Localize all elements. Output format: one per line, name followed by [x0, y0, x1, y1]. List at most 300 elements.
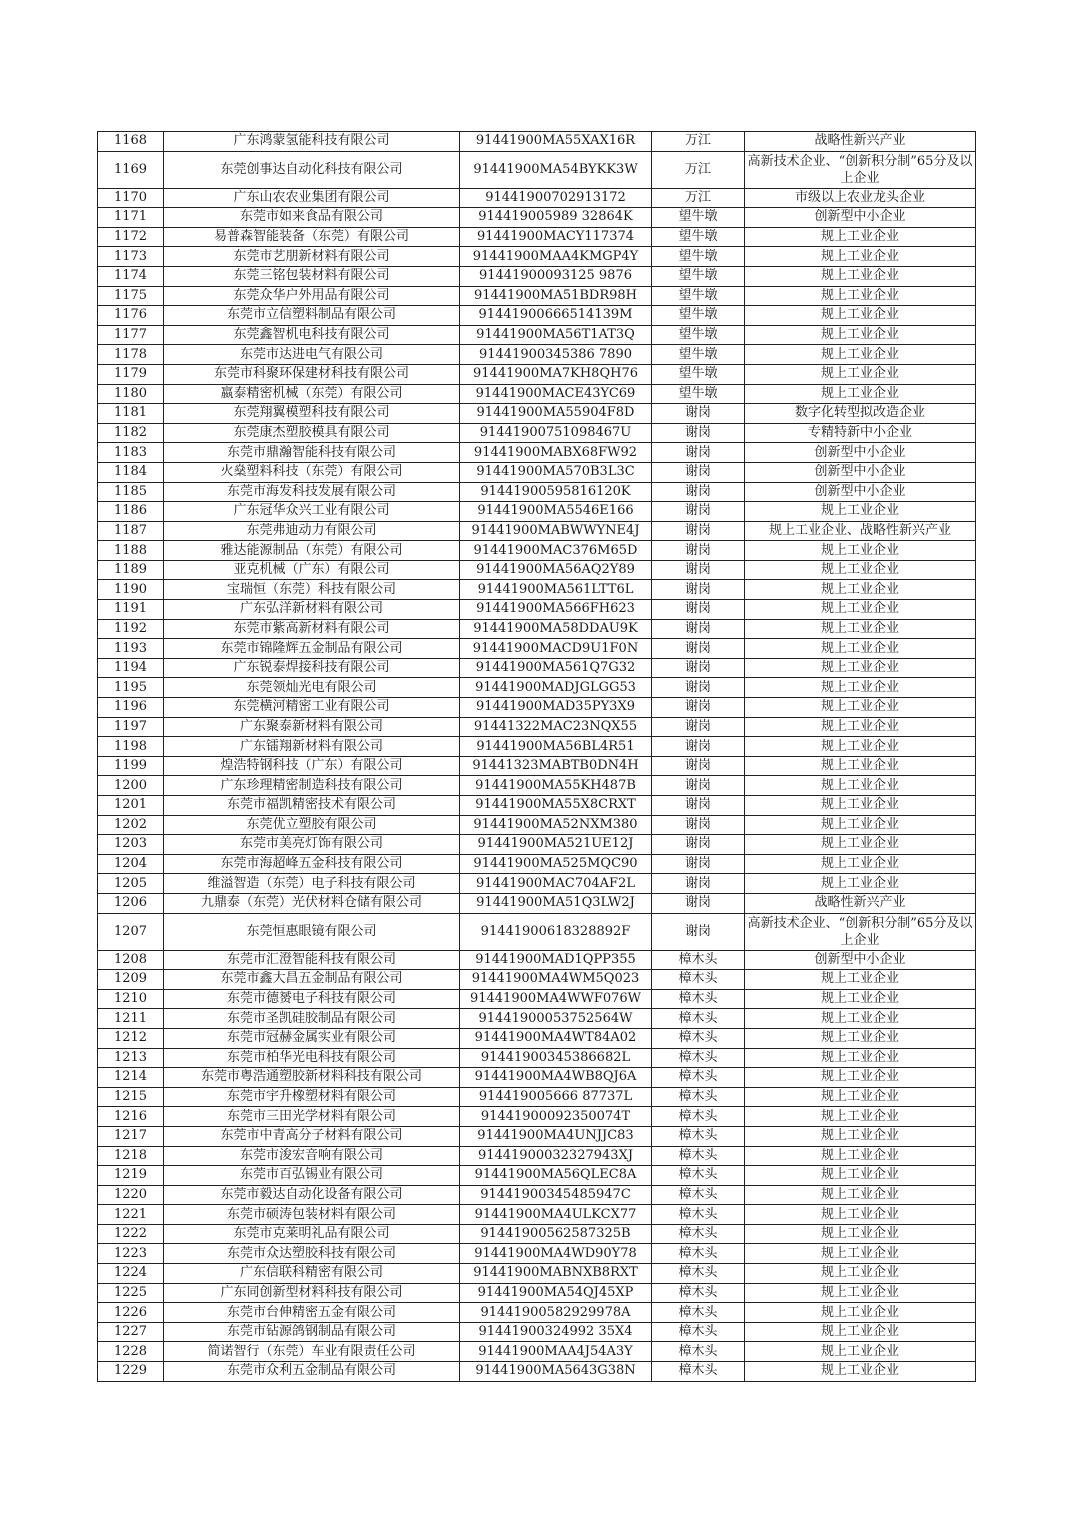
credit-code-cell: 91441900MA5546E166 — [460, 502, 652, 522]
credit-code-cell: 91441900093125 9876 — [460, 266, 652, 286]
table-row — [98, 306, 976, 326]
town-cell: 樟木头 — [652, 989, 745, 1009]
town-cell: 樟木头 — [652, 1126, 745, 1146]
credit-code-cell: 91441900562587325B — [460, 1224, 652, 1244]
table-row — [98, 1342, 976, 1362]
table-row — [98, 815, 976, 835]
row-number-cell: 1169 — [98, 151, 164, 188]
town-cell: 望牛墩 — [652, 306, 745, 326]
table-row — [98, 970, 976, 990]
row-number-cell: 1175 — [98, 286, 164, 306]
category-cell: 规上工业企业 — [745, 600, 976, 620]
row-number-cell: 1191 — [98, 600, 164, 620]
row-number-cell: 1220 — [98, 1185, 164, 1205]
table-row — [98, 208, 976, 228]
credit-code-cell: 91441900MA4ULKCX77 — [460, 1205, 652, 1225]
company-name-cell: 九鼎泰（东莞）光伏材料仓储有限公司 — [164, 893, 460, 913]
category-cell: 规上工业企业 — [745, 658, 976, 678]
row-number-cell: 1215 — [98, 1087, 164, 1107]
category-cell: 战略性新兴产业 — [745, 132, 976, 152]
company-name-cell: 嬴泰精密机械（东莞）有限公司 — [164, 384, 460, 404]
category-cell: 规上工业企业 — [745, 1146, 976, 1166]
category-cell: 创新型中小企业 — [745, 462, 976, 482]
row-number-cell: 1206 — [98, 893, 164, 913]
table-row — [98, 423, 976, 443]
row-number-cell: 1225 — [98, 1283, 164, 1303]
company-name-cell: 东莞市众利五金制品有限公司 — [164, 1362, 460, 1382]
table-row — [98, 1224, 976, 1244]
row-number-cell: 1183 — [98, 443, 164, 463]
credit-code-cell: 91441900MA55X8CRXT — [460, 796, 652, 816]
town-cell: 望牛墩 — [652, 384, 745, 404]
row-number-cell: 1187 — [98, 521, 164, 541]
company-name-cell: 广东聚泰新材料有限公司 — [164, 717, 460, 737]
company-name-cell: 东莞市如来食品有限公司 — [164, 208, 460, 228]
credit-code-cell: 91441900053752564W — [460, 1009, 652, 1029]
row-number-cell: 1207 — [98, 913, 164, 950]
category-cell: 规上工业企业 — [745, 266, 976, 286]
category-cell: 专精特新中小企业 — [745, 423, 976, 443]
row-number-cell: 1195 — [98, 678, 164, 698]
category-cell: 规上工业企业 — [745, 364, 976, 384]
enterprise-table — [97, 131, 976, 1382]
company-name-cell: 东莞市浚宏音响有限公司 — [164, 1146, 460, 1166]
table-row — [98, 1185, 976, 1205]
category-cell: 规上工业企业 — [745, 560, 976, 580]
table-row — [98, 345, 976, 365]
company-name-cell: 东莞鑫智机电科技有限公司 — [164, 325, 460, 345]
table-row — [98, 1283, 976, 1303]
category-cell: 规上工业企业 — [745, 1303, 976, 1323]
town-cell: 谢岗 — [652, 462, 745, 482]
credit-code-cell: 91441900MA55904F8D — [460, 404, 652, 424]
category-cell: 规上工业企业 — [745, 698, 976, 718]
table-row — [98, 989, 976, 1009]
category-cell: 规上工业企业 — [745, 835, 976, 855]
category-cell: 规上工业企业 — [745, 1322, 976, 1342]
credit-code-cell: 91441900MAD1QPP355 — [460, 950, 652, 970]
credit-code-cell: 91441900MA54BYKK3W — [460, 151, 652, 188]
row-number-cell: 1226 — [98, 1303, 164, 1323]
credit-code-cell: 91441900MA561LTT6L — [460, 580, 652, 600]
category-cell: 规上工业企业 — [745, 1342, 976, 1362]
company-name-cell: 东莞市德赟电子科技有限公司 — [164, 989, 460, 1009]
company-name-cell: 东莞市宇升橡塑材料有限公司 — [164, 1087, 460, 1107]
category-cell: 规上工业企业 — [745, 815, 976, 835]
town-cell: 樟木头 — [652, 1009, 745, 1029]
credit-code-cell: 91441900702913172 — [460, 188, 652, 208]
table-row — [98, 1146, 976, 1166]
company-name-cell: 易普森智能装备（东莞）有限公司 — [164, 227, 460, 247]
category-cell: 规上工业企业 — [745, 1283, 976, 1303]
table-row — [98, 1028, 976, 1048]
company-name-cell: 东莞市钻源鸽钢制品有限公司 — [164, 1322, 460, 1342]
company-name-cell: 东莞众华户外用品有限公司 — [164, 286, 460, 306]
row-number-cell: 1216 — [98, 1107, 164, 1127]
table-row — [98, 1205, 976, 1225]
company-name-cell: 东莞横河精密工业有限公司 — [164, 698, 460, 718]
row-number-cell: 1199 — [98, 756, 164, 776]
table-row — [98, 835, 976, 855]
town-cell: 樟木头 — [652, 1146, 745, 1166]
table-row — [98, 1322, 976, 1342]
company-name-cell: 广东同创新型材料科技有限公司 — [164, 1283, 460, 1303]
town-cell: 谢岗 — [652, 600, 745, 620]
company-name-cell: 东莞市海超峰五金科技有限公司 — [164, 854, 460, 874]
company-name-cell: 东莞市百弘锡业有限公司 — [164, 1166, 460, 1186]
table-row — [98, 521, 976, 541]
credit-code-cell: 91441900MA4WM5Q023 — [460, 970, 652, 990]
row-number-cell: 1186 — [98, 502, 164, 522]
table-row — [98, 188, 976, 208]
company-name-cell: 东莞市毅达自动化设备有限公司 — [164, 1185, 460, 1205]
credit-code-cell: 91441900MAC704AF2L — [460, 874, 652, 894]
category-cell: 规上工业企业 — [745, 247, 976, 267]
company-name-cell: 东莞市科聚环保建材科技有限公司 — [164, 364, 460, 384]
company-name-cell: 东莞三铭包装材料有限公司 — [164, 266, 460, 286]
town-cell: 樟木头 — [652, 1107, 745, 1127]
row-number-cell: 1168 — [98, 132, 164, 152]
credit-code-cell: 91441900MACE43YC69 — [460, 384, 652, 404]
credit-code-cell: 91441900MACD9U1F0N — [460, 639, 652, 659]
company-name-cell: 东莞市台伸精密五金有限公司 — [164, 1303, 460, 1323]
company-name-cell: 东莞市众达塑胶科技有限公司 — [164, 1244, 460, 1264]
credit-code-cell: 91441900618328892F — [460, 913, 652, 950]
row-number-cell: 1227 — [98, 1322, 164, 1342]
row-number-cell: 1219 — [98, 1166, 164, 1186]
company-name-cell: 东莞市圣凯硅胶制品有限公司 — [164, 1009, 460, 1029]
table-row — [98, 286, 976, 306]
credit-code-cell: 91441900324992 35X4 — [460, 1322, 652, 1342]
category-cell: 规上工业企业 — [745, 874, 976, 894]
credit-code-cell: 91441322MAC23NQX55 — [460, 717, 652, 737]
table-row — [98, 639, 976, 659]
row-number-cell: 1194 — [98, 658, 164, 678]
category-cell: 规上工业企业 — [745, 1362, 976, 1382]
category-cell: 规上工业企业 — [745, 1107, 976, 1127]
town-cell: 谢岗 — [652, 658, 745, 678]
credit-code-cell: 91441900MA56QLEC8A — [460, 1166, 652, 1186]
table-row — [98, 325, 976, 345]
credit-code-cell: 91441900582929978A — [460, 1303, 652, 1323]
category-cell: 规上工业企业 — [745, 1205, 976, 1225]
town-cell: 谢岗 — [652, 619, 745, 639]
credit-code-cell: 91441900MACY117374 — [460, 227, 652, 247]
row-number-cell: 1196 — [98, 698, 164, 718]
category-cell: 规上工业企业 — [745, 639, 976, 659]
credit-code-cell: 91441900MA521UE12J — [460, 835, 652, 855]
table-row — [98, 1166, 976, 1186]
credit-code-cell: 91441900MA58DDAU9K — [460, 619, 652, 639]
category-cell: 规上工业企业 — [745, 502, 976, 522]
credit-code-cell: 91441900MA570B3L3C — [460, 462, 652, 482]
company-name-cell: 广东弘洋新材料有限公司 — [164, 600, 460, 620]
row-number-cell: 1212 — [98, 1028, 164, 1048]
town-cell: 谢岗 — [652, 796, 745, 816]
row-number-cell: 1177 — [98, 325, 164, 345]
town-cell: 望牛墩 — [652, 345, 745, 365]
credit-code-cell: 91441900MABNXB8RXT — [460, 1264, 652, 1284]
company-name-cell: 东莞市立信塑料制品有限公司 — [164, 306, 460, 326]
table-row — [98, 776, 976, 796]
category-cell: 规上工业企业 — [745, 776, 976, 796]
table-row — [98, 482, 976, 502]
company-name-cell: 广东镭翔新材料有限公司 — [164, 737, 460, 757]
company-name-cell: 简诺智行（东莞）车业有限责任公司 — [164, 1342, 460, 1362]
table-row — [98, 132, 976, 152]
category-cell: 规上工业企业 — [745, 756, 976, 776]
row-number-cell: 1188 — [98, 541, 164, 561]
row-number-cell: 1222 — [98, 1224, 164, 1244]
table-row — [98, 1087, 976, 1107]
row-number-cell: 1172 — [98, 227, 164, 247]
table-row — [98, 950, 976, 970]
row-number-cell: 1176 — [98, 306, 164, 326]
credit-code-cell: 91441900MABWWYNE4J — [460, 521, 652, 541]
town-cell: 望牛墩 — [652, 325, 745, 345]
row-number-cell: 1179 — [98, 364, 164, 384]
table-row — [98, 756, 976, 776]
row-number-cell: 1211 — [98, 1009, 164, 1029]
category-cell: 规上工业企业 — [745, 619, 976, 639]
category-cell: 规上工业企业 — [745, 286, 976, 306]
row-number-cell: 1189 — [98, 560, 164, 580]
town-cell: 望牛墩 — [652, 227, 745, 247]
row-number-cell: 1198 — [98, 737, 164, 757]
town-cell: 谢岗 — [652, 423, 745, 443]
company-name-cell: 东莞市鼎瀚智能科技有限公司 — [164, 443, 460, 463]
table-row — [98, 874, 976, 894]
town-cell: 樟木头 — [652, 950, 745, 970]
category-cell: 规上工业企业 — [745, 854, 976, 874]
company-name-cell: 东莞市鑫大昌五金制品有限公司 — [164, 970, 460, 990]
row-number-cell: 1200 — [98, 776, 164, 796]
town-cell: 樟木头 — [652, 1068, 745, 1088]
town-cell: 谢岗 — [652, 678, 745, 698]
credit-code-cell: 91441900MADJGLGG53 — [460, 678, 652, 698]
town-cell: 谢岗 — [652, 541, 745, 561]
table-row — [98, 600, 976, 620]
town-cell: 樟木头 — [652, 1283, 745, 1303]
town-cell: 谢岗 — [652, 717, 745, 737]
company-name-cell: 东莞市汇澄智能科技有限公司 — [164, 950, 460, 970]
company-name-cell: 东莞市三田光学材料有限公司 — [164, 1107, 460, 1127]
company-name-cell: 东莞市紫高新材料有限公司 — [164, 619, 460, 639]
town-cell: 谢岗 — [652, 502, 745, 522]
table-row — [98, 1303, 976, 1323]
row-number-cell: 1217 — [98, 1126, 164, 1146]
company-name-cell: 东莞市粤浩通塑胶新材料科技有限公司 — [164, 1068, 460, 1088]
company-name-cell: 宝瑞恒（东莞）科技有限公司 — [164, 580, 460, 600]
table-row — [98, 384, 976, 404]
table-row — [98, 1068, 976, 1088]
company-name-cell: 广东鸿蒙氢能科技有限公司 — [164, 132, 460, 152]
enterprise-table-wrapper — [97, 131, 975, 1382]
credit-code-cell: 91441900032327943XJ — [460, 1146, 652, 1166]
category-cell: 规上工业企业 — [745, 989, 976, 1009]
row-number-cell: 1218 — [98, 1146, 164, 1166]
credit-code-cell: 91441900MA52NXM380 — [460, 815, 652, 835]
row-number-cell: 1193 — [98, 639, 164, 659]
credit-code-cell: 91441900MA7KH8QH76 — [460, 364, 652, 384]
row-number-cell: 1180 — [98, 384, 164, 404]
table-row — [98, 913, 976, 950]
row-number-cell: 1185 — [98, 482, 164, 502]
company-name-cell: 东莞市达进电气有限公司 — [164, 345, 460, 365]
credit-code-cell: 91441900345386 7890 — [460, 345, 652, 365]
table-row — [98, 502, 976, 522]
company-name-cell: 东莞市硕涛包装材料有限公司 — [164, 1205, 460, 1225]
company-name-cell: 亚克机械（广东）有限公司 — [164, 560, 460, 580]
company-name-cell: 东莞恒惠眼镜有限公司 — [164, 913, 460, 950]
credit-code-cell: 91441900MA54QJ45XP — [460, 1283, 652, 1303]
row-number-cell: 1184 — [98, 462, 164, 482]
row-number-cell: 1229 — [98, 1362, 164, 1382]
row-number-cell: 1173 — [98, 247, 164, 267]
credit-code-cell: 91441900MA55XAX16R — [460, 132, 652, 152]
table-row — [98, 658, 976, 678]
credit-code-cell: 91441323MABTB0DN4H — [460, 756, 652, 776]
town-cell: 谢岗 — [652, 521, 745, 541]
table-row — [98, 1244, 976, 1264]
town-cell: 樟木头 — [652, 1185, 745, 1205]
town-cell: 望牛墩 — [652, 247, 745, 267]
category-cell: 规上工业企业 — [745, 227, 976, 247]
row-number-cell: 1202 — [98, 815, 164, 835]
row-number-cell: 1203 — [98, 835, 164, 855]
row-number-cell: 1178 — [98, 345, 164, 365]
town-cell: 樟木头 — [652, 1244, 745, 1264]
row-number-cell: 1181 — [98, 404, 164, 424]
credit-code-cell: 914419005989 32864K — [460, 208, 652, 228]
table-row — [98, 1107, 976, 1127]
credit-code-cell: 91441900MA56BL4R51 — [460, 737, 652, 757]
category-cell: 规上工业企业 — [745, 1087, 976, 1107]
row-number-cell: 1210 — [98, 989, 164, 1009]
town-cell: 樟木头 — [652, 1362, 745, 1382]
table-row — [98, 443, 976, 463]
credit-code-cell: 91441900751098467U — [460, 423, 652, 443]
town-cell: 谢岗 — [652, 893, 745, 913]
row-number-cell: 1192 — [98, 619, 164, 639]
table-row — [98, 151, 976, 188]
town-cell: 樟木头 — [652, 1087, 745, 1107]
category-cell: 数字化转型拟改造企业 — [745, 404, 976, 424]
table-row — [98, 698, 976, 718]
category-cell: 高新技术企业、“创新积分制”65分及以上企业 — [745, 151, 976, 188]
table-row — [98, 266, 976, 286]
credit-code-cell: 91441900345485947C — [460, 1185, 652, 1205]
table-body — [98, 132, 976, 1382]
company-name-cell: 广东信联科精密有限公司 — [164, 1264, 460, 1284]
row-number-cell: 1171 — [98, 208, 164, 228]
town-cell: 樟木头 — [652, 970, 745, 990]
row-number-cell: 1182 — [98, 423, 164, 443]
category-cell: 规上工业企业 — [745, 1166, 976, 1186]
row-number-cell: 1228 — [98, 1342, 164, 1362]
row-number-cell: 1174 — [98, 266, 164, 286]
credit-code-cell: 91441900MA56T1AT3Q — [460, 325, 652, 345]
company-name-cell: 维溢智造（东莞）电子科技有限公司 — [164, 874, 460, 894]
town-cell: 谢岗 — [652, 404, 745, 424]
company-name-cell: 东莞市锦隆辉五金制品有限公司 — [164, 639, 460, 659]
category-cell: 规上工业企业 — [745, 1264, 976, 1284]
town-cell: 樟木头 — [652, 1048, 745, 1068]
category-cell: 规上工业企业 — [745, 1028, 976, 1048]
category-cell: 规上工业企业 — [745, 325, 976, 345]
company-name-cell: 东莞领灿光电有限公司 — [164, 678, 460, 698]
credit-code-cell: 91441900MA51BDR98H — [460, 286, 652, 306]
credit-code-cell: 91441900MABX68FW92 — [460, 443, 652, 463]
town-cell: 谢岗 — [652, 854, 745, 874]
town-cell: 谢岗 — [652, 776, 745, 796]
credit-code-cell: 91441900MA525MQC90 — [460, 854, 652, 874]
town-cell: 望牛墩 — [652, 364, 745, 384]
table-row — [98, 1362, 976, 1382]
town-cell: 谢岗 — [652, 639, 745, 659]
category-cell: 规上工业企业 — [745, 384, 976, 404]
credit-code-cell: 91441900MAD35PY3X9 — [460, 698, 652, 718]
credit-code-cell: 914419005666 87737L — [460, 1087, 652, 1107]
table-row — [98, 462, 976, 482]
row-number-cell: 1201 — [98, 796, 164, 816]
town-cell: 谢岗 — [652, 913, 745, 950]
town-cell: 樟木头 — [652, 1205, 745, 1225]
table-row — [98, 580, 976, 600]
credit-code-cell: 91441900092350074T — [460, 1107, 652, 1127]
credit-code-cell: 91441900MAA4KMGP4Y — [460, 247, 652, 267]
credit-code-cell: 91441900MA566FH623 — [460, 600, 652, 620]
category-cell: 创新型中小企业 — [745, 443, 976, 463]
row-number-cell: 1224 — [98, 1264, 164, 1284]
table-row — [98, 1126, 976, 1146]
company-name-cell: 广东山农农业集团有限公司 — [164, 188, 460, 208]
company-name-cell: 东莞市美亮灯饰有限公司 — [164, 835, 460, 855]
town-cell: 望牛墩 — [652, 266, 745, 286]
company-name-cell: 东莞市艺朋新材料有限公司 — [164, 247, 460, 267]
table-row — [98, 1009, 976, 1029]
category-cell: 创新型中小企业 — [745, 950, 976, 970]
town-cell: 樟木头 — [652, 1028, 745, 1048]
town-cell: 望牛墩 — [652, 208, 745, 228]
category-cell: 规上工业企业 — [745, 970, 976, 990]
category-cell: 市级以上农业龙头企业 — [745, 188, 976, 208]
town-cell: 万江 — [652, 132, 745, 152]
table-row — [98, 893, 976, 913]
company-name-cell: 东莞市柏华光电科技有限公司 — [164, 1048, 460, 1068]
town-cell: 谢岗 — [652, 835, 745, 855]
table-row — [98, 560, 976, 580]
credit-code-cell: 91441900MA4UNJJC83 — [460, 1126, 652, 1146]
table-row — [98, 247, 976, 267]
category-cell: 规上工业企业 — [745, 1224, 976, 1244]
company-name-cell: 东莞市克莱明礼品有限公司 — [164, 1224, 460, 1244]
table-row — [98, 854, 976, 874]
town-cell: 谢岗 — [652, 482, 745, 502]
category-cell: 规上工业企业 — [745, 1009, 976, 1029]
row-number-cell: 1190 — [98, 580, 164, 600]
table-row — [98, 1264, 976, 1284]
town-cell: 谢岗 — [652, 737, 745, 757]
town-cell: 谢岗 — [652, 874, 745, 894]
table-row — [98, 717, 976, 737]
town-cell: 谢岗 — [652, 756, 745, 776]
table-row — [98, 796, 976, 816]
company-name-cell: 东莞市冠赫金属实业有限公司 — [164, 1028, 460, 1048]
row-number-cell: 1213 — [98, 1048, 164, 1068]
category-cell: 规上工业企业 — [745, 580, 976, 600]
credit-code-cell: 91441900595816120K — [460, 482, 652, 502]
